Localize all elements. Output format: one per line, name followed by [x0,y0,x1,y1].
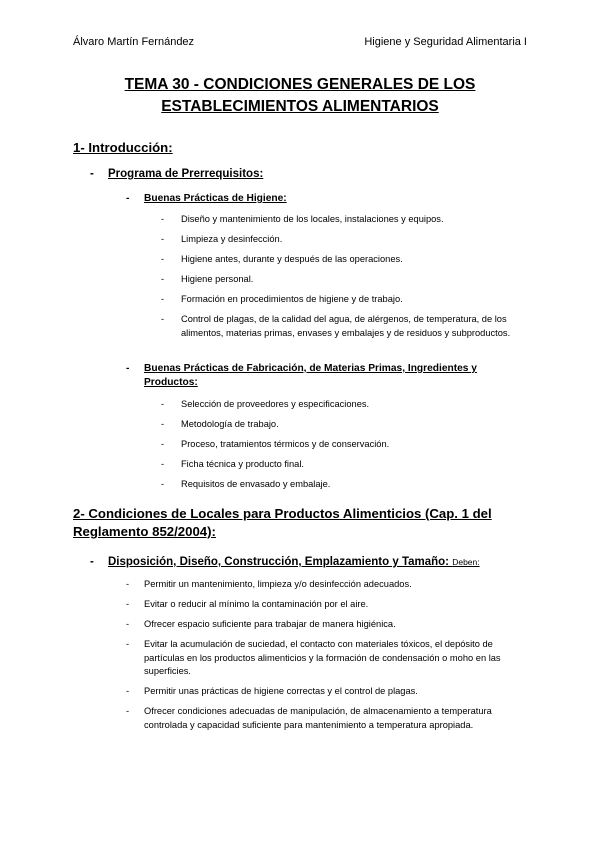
list-item: - Control de plagas, de la calidad del agua, de alérgenos, de temperatura, de los alimentos, materias primas, envases y embalajes y de residuos y subproductos. [161,314,511,338]
list-item: - Higiene antes, durante y después de las operaciones. [161,254,403,264]
list-item: - Limpieza y desinfección. [161,234,283,244]
title-line-1: TEMA 30 - CONDICIONES GENERALES DE LOS [124,76,476,93]
list-item: - Proceso, tratamientos térmicos y de conservación. [161,439,390,449]
disposition-note: Deben: [452,557,480,567]
list-item: - Higiene personal. [161,274,254,284]
bph-heading: - Buenas Prácticas de Higiene: [126,193,287,204]
bpf-heading: - Buenas Prácticas de Fabricación, de Materias Primas, Ingredientes y Productos: [126,363,477,388]
page-header [73,36,527,50]
document-title [60,74,540,118]
list-item: - Diseño y mantenimiento de los locales, instalaciones y equipos. [161,214,444,224]
list-item: - Ofrecer espacio suficiente para trabajar de manera higiénica. [126,619,396,629]
disposition-heading: - Disposición, Diseño, Construcción, Emplazamiento y Tamaño: Deben: [90,556,480,568]
list-item: - Evitar o reducir al mínimo la contaminación por el aire. [126,599,369,609]
list-item: - Evitar la acumulación de suciedad, el contacto con materiales tóxicos, el depósito de partículas en los productos alimenticios y la formación de condensación o moho en las superficies. [126,639,501,676]
section-2-heading: 2- Condiciones de Locales para Productos Alimenticios (Cap. 1 del Reglamento 852/2004): [73,506,492,539]
list-item: - Metodología de trabajo. [161,419,279,429]
list-item: - Selección de proveedores y especificaciones. [161,399,370,409]
title-line-2: ESTABLECIMIENTOS ALIMENTARIOS [161,98,439,115]
list-item: - Requisitos de envasado y embalaje. [161,479,331,489]
list-item: - Ficha técnica y producto final. [161,459,304,469]
list-item: - Formación en procedimientos de higiene y de trabajo. [161,294,403,304]
header-subject: Higiene y Seguridad Alimentaria I [364,36,527,48]
list-item: - Permitir un mantenimiento, limpieza y/o desinfección adecuados. [126,579,412,589]
prerequisites-heading: - Programa de Prerrequisitos: [90,168,264,180]
list-item: - Permitir unas prácticas de higiene correctas y el control de plagas. [126,686,418,696]
header-author: Álvaro Martín Fernández [73,36,195,48]
section-1-heading: 1- Introducción: [73,140,173,155]
list-item: - Ofrecer condiciones adecuadas de manipulación, de almacenamiento a temperatura controlada y capacidad suficiente para mantenimiento a temperatura apropiada. [126,706,492,730]
